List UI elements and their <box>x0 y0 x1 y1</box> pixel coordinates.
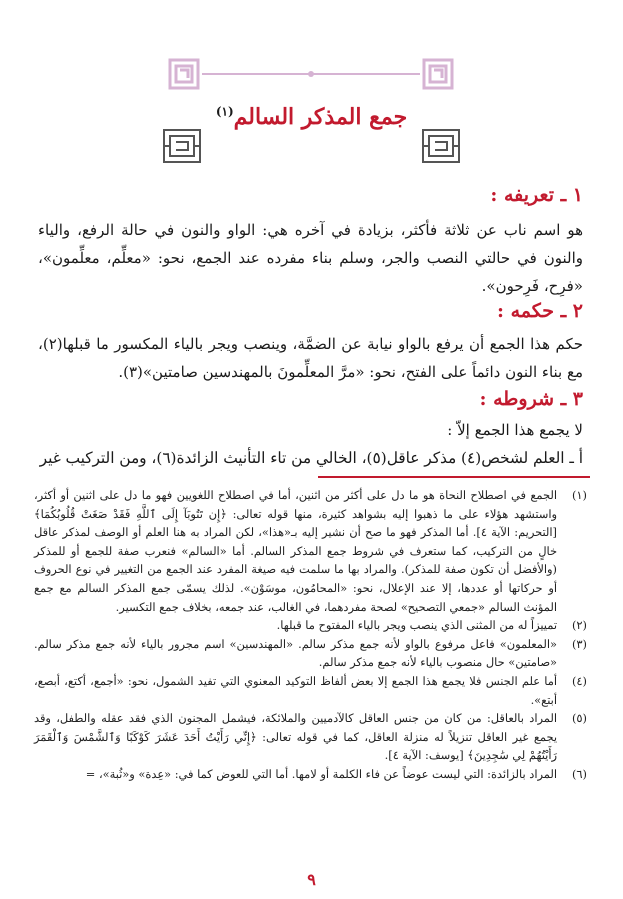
footnote-5 <box>34 709 587 765</box>
section-1-text: هو اسم ناب عن ثلاثة فأكثر، بزيادة في آخره هي: الواو والنون في حالة الرفع، والياء والنون في حالتي النصب والجر، وسلم بناء مفرده عند الجمع، نحو: «معلِّم، معلِّمون»، «فرِح، فَرِحون». <box>38 221 583 295</box>
top-ornament-icon <box>166 54 456 94</box>
section-1-heading: ١ ـ تعريفه : <box>490 184 583 206</box>
footnote-number: (١) <box>571 488 587 502</box>
page-number: ٩ <box>307 870 316 889</box>
footnote-text: المراد بالعاقل: من كان من جنس العاقل كالآدميين والملائكة، فيشمل المجنون الذي فقد عقله والطفل، وقد يجمع غير العاقل تنزيلاً له منزلة العاقل، كما في قوله تعالى: ﴿إِنِّي رَأَيْتُ أَحَدَ عَشَرَ كَوْكَبًا وَٱلشَّمْسَ وَٱلْقَمَرَ رَأَيْتُهُمْ لِي سَٰجِدِينَ﴾ [يوسف: الآية ٤]. <box>34 711 557 763</box>
title-text: جمع المذكر السالم <box>233 104 408 130</box>
footnote-separator <box>318 476 590 478</box>
footnote-6 <box>34 765 587 784</box>
page-title <box>0 104 623 130</box>
section-3-item-a: أ ـ العلم لشخص(٤) مذكر عاقل(٥)، الخالي من تاء التأنيث الزائدة(٦)، ومن التركيب غير <box>39 449 583 467</box>
section-3-intro: لا يجمع هذا الجمع إلاّ : <box>447 421 583 439</box>
footnote-number: (٦) <box>571 766 587 781</box>
footnote-text: «المعلمون» فاعل مرفوع بالواو لأنه جمع مذكر سالم. «المهندسين» اسم مجرور بالياء لأنه جمع مذكر سالم. «صامتين» حال منصوب بالياء لأنه جمع مذكر سالم. <box>34 636 557 670</box>
title-footnote-ref: (١) <box>215 104 234 119</box>
footnote-3 <box>34 635 587 672</box>
footnotes <box>34 486 587 784</box>
footnote-text: تمييزاً له من المثنى الذي ينصب ويجر بالياء المفتوح ما قبلها. <box>276 618 557 633</box>
section-2-heading: ٢ ـ حكمه : <box>496 300 583 322</box>
section-3-heading: ٣ ـ شروطه : <box>479 388 583 410</box>
footnote-text: المراد بالزائدة: التي ليست عوضاً عن فاء الكلمة أو لامها. أما التي للعوض كما في: «عِدة» و«ثُبة»، = <box>85 766 557 781</box>
footnote-number: (٥) <box>571 711 587 726</box>
footnote-1 <box>34 486 587 616</box>
footnote-2 <box>34 616 587 635</box>
right-ornament-icon <box>419 126 463 166</box>
footnote-4 <box>34 672 587 709</box>
footnote-text: أما علم الجنس فلا يجمع هذا الجمع إلا بعض ألفاظ التوكيد المعنوي التي تفيد الشمول، نحو: «أجمع، أكتع، أبصع، أبتع». <box>34 673 557 707</box>
footnote-number: (٤) <box>571 673 587 688</box>
footnote-text: الجمع في اصطلاح النحاة هو ما دل على أكثر من اثنين، أما في اصطلاح اللغويين فهو ما دل على اثنين أو أكثر، واستشهد هؤلاء على ما ذهبوا إليه بشواهد كثيرة، منها قوله تعالى: ﴿إِن تَتُوبَآ إِلَى ٱللَّهِ فَقَدْ صَغَتْ قُلُوبُكُمَا﴾ [التحريم: الآية ٤]. أما المذكر فهو ما صح أن نشير إليه بـ«هذا»، لكن المراد به هنا العلم أو الوصف لمذكر عاقل خالٍ من التركيب، كما ستعرف في شروط جمع المذكر السالم. أما «السالم» فنعرب صفة للجمع أو للمذكر (والأفضل أن تكون صفة للمذكر). والمراد بها ما سلمت فيه صيغة المفرد عند الجمع من التغيير في نوع الحروف أو حركاتها أو عددها، إلا عند الإعلال، نحو: «المحامُون، موسَوْن». لذلك يسمّى جمع المذكر السالم مع جمع المؤنث السالم «جمعي التصحيح» لصحة مفردهما، في الغالب، عند جمعه، بخلاف جمع التكسير. <box>34 488 557 614</box>
footnote-number: (٢) <box>571 618 587 633</box>
section-2-text: حكم هذا الجمع أن يرفع بالواو نيابة عن الضمَّة، وينصب ويجر بالياء المكسور ما قبلها(٢)، مع بناء النون دائماً على الفتح، نحو: «مرَّ المعلِّمونَ بالمهندسين صامتين»(٣). <box>38 335 583 381</box>
footnote-number: (٣) <box>571 636 587 651</box>
left-ornament-icon <box>160 126 204 166</box>
